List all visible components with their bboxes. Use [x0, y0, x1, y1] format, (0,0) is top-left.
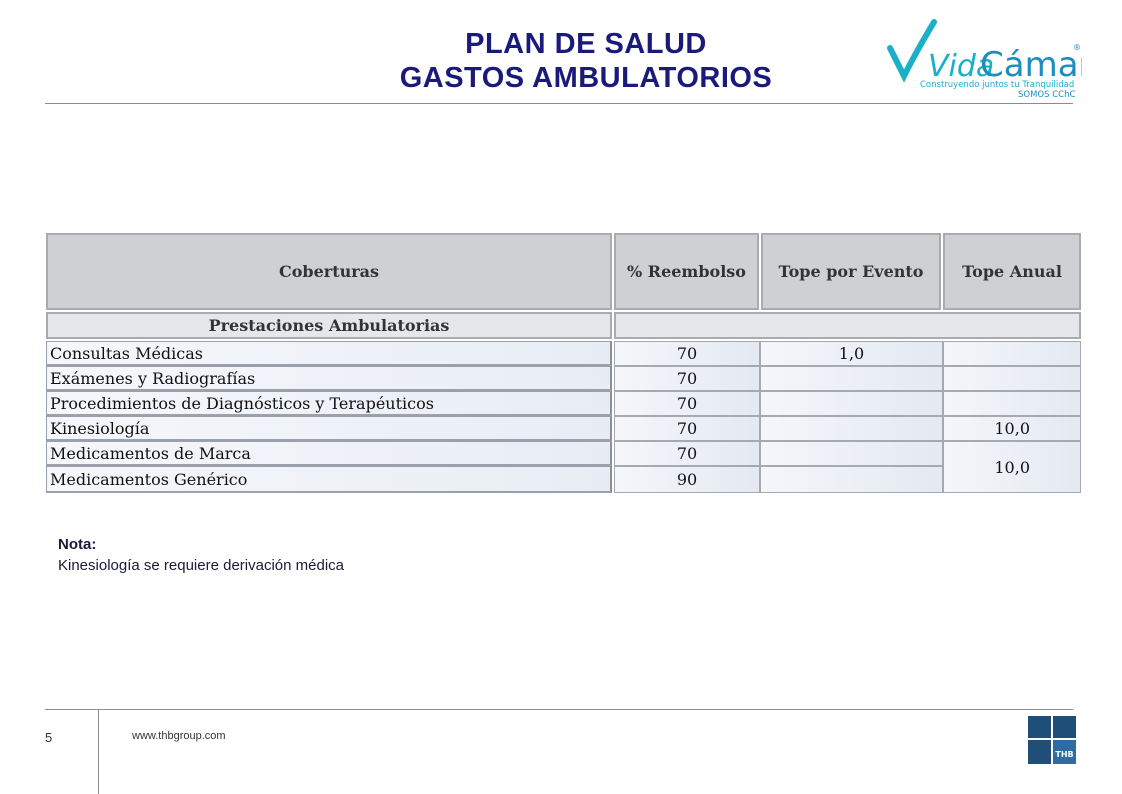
- footer-vertical-divider: [98, 709, 99, 794]
- row-tope-anual-medicamentos: 10,0: [943, 441, 1081, 493]
- row-name-medicamentos-marca: Medicamentos de Marca: [46, 441, 612, 466]
- thb-logo: [1028, 716, 1076, 764]
- row-reembolso-consultas: 70: [614, 341, 760, 366]
- row-tope-evento-consultas: 1,0: [760, 341, 943, 366]
- row-name-examenes: Exámenes y Radiografías: [46, 366, 612, 391]
- row-name-procedimientos: Procedimientos de Diagnósticos y Terapéuticos: [46, 391, 612, 416]
- nota-label: Nota:: [58, 536, 97, 553]
- row-tope-anual-kinesiologia: 10,0: [943, 416, 1081, 441]
- column-header-tope-evento: Tope por Evento: [761, 233, 941, 310]
- page-title-line2: GASTOS AMBULATORIOS: [399, 62, 773, 94]
- row-reembolso-medicamentos-generico: 90: [614, 466, 760, 493]
- row-reembolso-medicamentos-marca: 70: [614, 441, 760, 466]
- row-reembolso-procedimientos: 70: [614, 391, 760, 416]
- row-reembolso-examenes: 70: [614, 366, 760, 391]
- row-tope-evento-medicamentos-marca: [760, 441, 943, 466]
- logo-camara-text: Cáma: [980, 45, 1079, 85]
- nota-text: Kinesiología se requiere derivación médica: [58, 557, 344, 574]
- row-tope-anual-consultas: [943, 341, 1081, 366]
- row-tope-anual-procedimientos: [943, 391, 1081, 416]
- row-name-medicamentos-generico: Medicamentos Genérico: [46, 466, 612, 493]
- logo-sub: SOMOS CChC: [1018, 90, 1076, 98]
- row-tope-evento-medicamentos-generico: [760, 466, 943, 493]
- footer-divider: [45, 709, 1073, 710]
- column-header-coberturas: Coberturas: [46, 233, 612, 310]
- row-tope-anual-examenes: [943, 366, 1081, 391]
- vidacamara-logo: [882, 18, 1082, 98]
- row-tope-evento-kinesiologia: [760, 416, 943, 441]
- section-prestaciones-ambulatorias: Prestaciones Ambulatorias: [46, 312, 612, 339]
- row-tope-evento-procedimientos: [760, 391, 943, 416]
- header-divider: [45, 103, 1073, 104]
- row-name-consultas: Consultas Médicas: [46, 341, 612, 366]
- column-header-reembolso: % Reembolso: [614, 233, 759, 310]
- thb-logo-text: THB: [1055, 750, 1074, 759]
- section-filler: [614, 312, 1081, 339]
- logo-registered-mark: ®: [1073, 43, 1081, 52]
- row-reembolso-kinesiologia: 70: [614, 416, 760, 441]
- logo-vida-text: Vida: [928, 49, 995, 84]
- row-tope-evento-examenes: [760, 366, 943, 391]
- page-number: 5: [45, 730, 53, 745]
- footer-url: www.thbgroup.com: [132, 730, 226, 742]
- page-title-line1: PLAN DE SALUD: [465, 28, 707, 60]
- logo-tagline: Construyendo juntos tu Tranquilidad: [920, 80, 1075, 90]
- column-header-tope-anual: Tope Anual: [943, 233, 1081, 310]
- row-name-kinesiologia: Kinesiología: [46, 416, 612, 441]
